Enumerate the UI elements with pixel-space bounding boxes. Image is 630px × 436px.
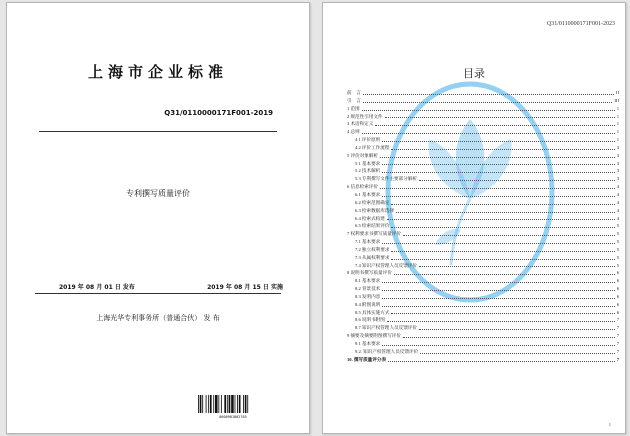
- toc-entry[interactable]: [347, 89, 619, 97]
- toc-entry-page: 4: [616, 199, 619, 205]
- toc-entry-page: 5: [616, 254, 619, 260]
- toc-list: [347, 89, 619, 364]
- toc-leader-dots: [363, 102, 613, 103]
- toc-leader-dots: [419, 329, 615, 330]
- toc-entry-title: 引 言: [347, 97, 361, 103]
- toc-leader-dots: [391, 204, 614, 205]
- toc-entry[interactable]: [347, 269, 619, 277]
- toc-entry[interactable]: [347, 167, 619, 175]
- toc-entry-page: 6: [616, 293, 619, 299]
- toc-heading: 目录: [463, 67, 485, 80]
- page-header-standard-number: Q31/0110000171F001-2023: [546, 21, 615, 27]
- toc-entry-page: 7: [616, 356, 619, 362]
- toc-entry-title: 6.2 检索范围确定: [355, 199, 390, 205]
- toc-entry-title: 8.2 背景技术: [355, 286, 381, 292]
- toc-entry[interactable]: [347, 332, 619, 340]
- toc-entry-title: 7 权利要求书撰写质量评价: [347, 231, 401, 237]
- toc-leader-dots: [380, 188, 615, 189]
- toc-entry-title: 6.3 检索数据库选择: [355, 207, 395, 213]
- toc-leader-dots: [385, 117, 615, 118]
- toc-entry-title: 2 规范性引用文件: [347, 113, 383, 119]
- toc-entry-page: 5: [616, 231, 619, 237]
- toc-leader-dots: [382, 282, 614, 283]
- toc-entry[interactable]: [347, 262, 619, 270]
- toc-leader-dots: [403, 235, 615, 236]
- toc-entry[interactable]: [347, 285, 619, 293]
- toc-entry[interactable]: [347, 230, 619, 238]
- toc-entry[interactable]: [347, 105, 619, 113]
- toc-entry-page: 7: [616, 333, 619, 339]
- toc-entry-title: 8.6 说明书附图: [355, 317, 385, 323]
- toc-entry-title: 8.7 知识产权管理人员反馈评价: [355, 325, 418, 331]
- toc-entry[interactable]: [347, 207, 619, 215]
- toc-entry[interactable]: [347, 183, 619, 191]
- toc-entry-title: 前 言: [347, 90, 361, 95]
- toc-leader-dots: [420, 353, 615, 354]
- toc-entry-title: 4.2 评价工作流程: [355, 144, 390, 150]
- toc-leader-dots: [380, 157, 615, 158]
- toc-entry[interactable]: [347, 120, 619, 128]
- toc-entry-title: 7.3 从属权利要求: [355, 254, 390, 260]
- toc-leader-dots: [362, 133, 615, 134]
- toc-entry-page: 3: [616, 144, 619, 150]
- toc-leader-dots: [391, 227, 614, 228]
- toc-leader-dots: [382, 164, 614, 165]
- barcode-number: 0600901002765: [219, 415, 247, 419]
- toc-entry-page: 1: [616, 137, 619, 143]
- toc-leader-dots: [419, 266, 615, 267]
- toc-leader-dots: [388, 361, 615, 362]
- toc-entry-page: 4: [616, 215, 619, 221]
- toc-leader-dots: [419, 180, 615, 181]
- cover-divider: [39, 131, 277, 132]
- toc-entry-title: 8 说明书撰写质量评价: [347, 270, 392, 276]
- toc-entry[interactable]: [347, 293, 619, 301]
- toc-entry-title: 5.1 基本要求: [355, 160, 381, 166]
- toc-leader-dots: [382, 243, 614, 244]
- toc-entry-page: 6: [616, 301, 619, 307]
- page-number: 1: [608, 422, 611, 427]
- toc-leader-dots: [391, 149, 614, 150]
- toc-entry-page: 7: [616, 341, 619, 346]
- toc-entry-page: 1: [616, 113, 619, 119]
- toc-leader-dots: [391, 313, 614, 314]
- toc-entry-page: 6: [616, 286, 619, 292]
- toc-leader-dots: [394, 274, 615, 275]
- toc-entry[interactable]: [347, 215, 619, 223]
- toc-leader-dots: [363, 94, 614, 95]
- toc-entry-page: 5: [616, 246, 619, 252]
- toc-entry-title: 4 总则: [347, 129, 360, 135]
- toc-entry[interactable]: [347, 175, 619, 183]
- toc-entry-page: 6: [616, 270, 619, 276]
- toc-entry[interactable]: [347, 301, 619, 309]
- toc-entry[interactable]: [347, 144, 619, 152]
- toc-entry[interactable]: [347, 160, 619, 168]
- toc-leader-dots: [382, 290, 614, 291]
- toc-entry-title: 6.5 检索结果评价: [355, 223, 390, 229]
- toc-entry-title: 7.4 知识产权管理人员反馈评价: [355, 262, 418, 268]
- toc-entry[interactable]: [347, 238, 619, 246]
- toc-entry-page: III: [614, 97, 619, 103]
- toc-leader-dots: [382, 306, 614, 307]
- toc-entry[interactable]: [347, 222, 619, 230]
- toc-entry[interactable]: [347, 254, 619, 262]
- toc-entry-title: 5.2 技术解析: [355, 168, 381, 174]
- toc-entry-page: 5: [616, 223, 619, 229]
- toc-entry-page: 5: [616, 262, 619, 268]
- toc-entry-page: 3: [616, 152, 619, 158]
- toc-entry-page: II: [615, 90, 619, 95]
- toc-entry-title: 7.1 基本要求: [355, 239, 381, 245]
- toc-entry-title: 8.3 发明内容: [355, 293, 381, 299]
- toc-entry-title: 8.4 附图说明: [355, 301, 381, 307]
- toc-leader-dots: [403, 337, 615, 338]
- toc-entry[interactable]: [347, 113, 619, 121]
- toc-entry-page: 3: [616, 176, 619, 182]
- toc-entry[interactable]: [347, 324, 619, 332]
- barcode-icon: [197, 395, 269, 414]
- toc-leader-dots: [382, 196, 614, 197]
- toc-entry-title: 5.3 专利撰写文件主要部分解析: [355, 176, 418, 182]
- toc-entry-page: 1: [616, 105, 619, 111]
- standard-number: Q31/0110000171F001-2019: [164, 109, 273, 117]
- toc-entry-page: 5: [616, 239, 619, 245]
- toc-entry[interactable]: [347, 152, 619, 160]
- implement-date: 2019 年 08 月 15 日 实施: [207, 284, 283, 291]
- toc-leader-dots: [382, 141, 614, 142]
- toc-entry[interactable]: [347, 199, 619, 207]
- toc-entry[interactable]: [347, 277, 619, 285]
- toc-leader-dots: [382, 172, 614, 173]
- toc-entry-title: 4.1 评价原则: [355, 137, 381, 143]
- toc-entry-title: 1 范围: [347, 105, 360, 111]
- toc-page: [322, 2, 626, 434]
- toc-entry-page: 4: [616, 184, 619, 190]
- toc-entry[interactable]: [347, 97, 619, 105]
- toc-entry-page: 7: [616, 317, 619, 323]
- toc-entry-page: 7: [616, 325, 619, 331]
- toc-entry-title: 9.2. 知识产权管理人员反馈评价: [355, 348, 419, 354]
- barcode: [197, 395, 269, 421]
- toc-entry-title: 6 信息检索评价: [347, 184, 379, 190]
- toc-entry-page: 7: [616, 348, 619, 354]
- issuer: 上海光华专利事务所（普通合伙） 发 布: [96, 314, 220, 322]
- toc-leader-dots: [382, 345, 614, 346]
- toc-entry-page: 3: [616, 168, 619, 174]
- toc-entry[interactable]: [347, 246, 619, 254]
- toc-entry-page: 1: [616, 121, 619, 127]
- toc-entry[interactable]: [347, 316, 619, 324]
- toc-entry-title: 7.2 独立权利要求: [355, 246, 390, 252]
- toc-entry[interactable]: [347, 309, 619, 317]
- toc-entry-title: 3 术语和定义: [347, 121, 374, 127]
- toc-leader-dots: [382, 298, 614, 299]
- toc-entry-title: 9.1 基本要求: [355, 341, 381, 346]
- toc-entry-page: 1: [616, 129, 619, 135]
- toc-entry-title: 6.4 检索式构建: [355, 215, 385, 221]
- toc-entry-page: 6: [616, 309, 619, 315]
- toc-entry[interactable]: [347, 128, 619, 136]
- toc-leader-dots: [396, 212, 615, 213]
- toc-entry-title: 8.1 基本要求: [355, 278, 381, 284]
- toc-entry[interactable]: [347, 348, 619, 356]
- toc-entry-page: 4: [616, 191, 619, 197]
- toc-leader-dots: [387, 219, 615, 220]
- toc-entry[interactable]: [347, 191, 619, 199]
- cover-title: 上海市企业标准: [87, 63, 228, 81]
- toc-entry[interactable]: [347, 136, 619, 144]
- cover-divider-bottom: [35, 293, 281, 294]
- toc-entry-page: 3: [616, 160, 619, 166]
- toc-entry-title: 5 评价对象解析: [347, 152, 379, 158]
- toc-entry-title: 10. 撰写质量评分表: [347, 356, 387, 362]
- cover-page: [6, 2, 310, 434]
- toc-entry-title: 6.1 基本要求: [355, 191, 381, 197]
- toc-entry[interactable]: [347, 340, 619, 348]
- toc-entry-title: 9 摘要及摘要附图撰写评价: [347, 333, 401, 339]
- document-title: 专利撰写质量评价: [126, 189, 190, 198]
- toc-entry[interactable]: [347, 356, 619, 364]
- toc-leader-dots: [362, 110, 615, 111]
- toc-entry-page: 6: [616, 278, 619, 284]
- toc-leader-dots: [391, 251, 614, 252]
- toc-leader-dots: [387, 321, 615, 322]
- publish-date: 2019 年 08 月 01 日 发布: [59, 284, 135, 291]
- toc-leader-dots: [391, 259, 614, 260]
- toc-leader-dots: [375, 125, 614, 126]
- toc-entry-title: 8.5 具体实施方式: [355, 309, 390, 315]
- toc-entry-page: 4: [616, 207, 619, 213]
